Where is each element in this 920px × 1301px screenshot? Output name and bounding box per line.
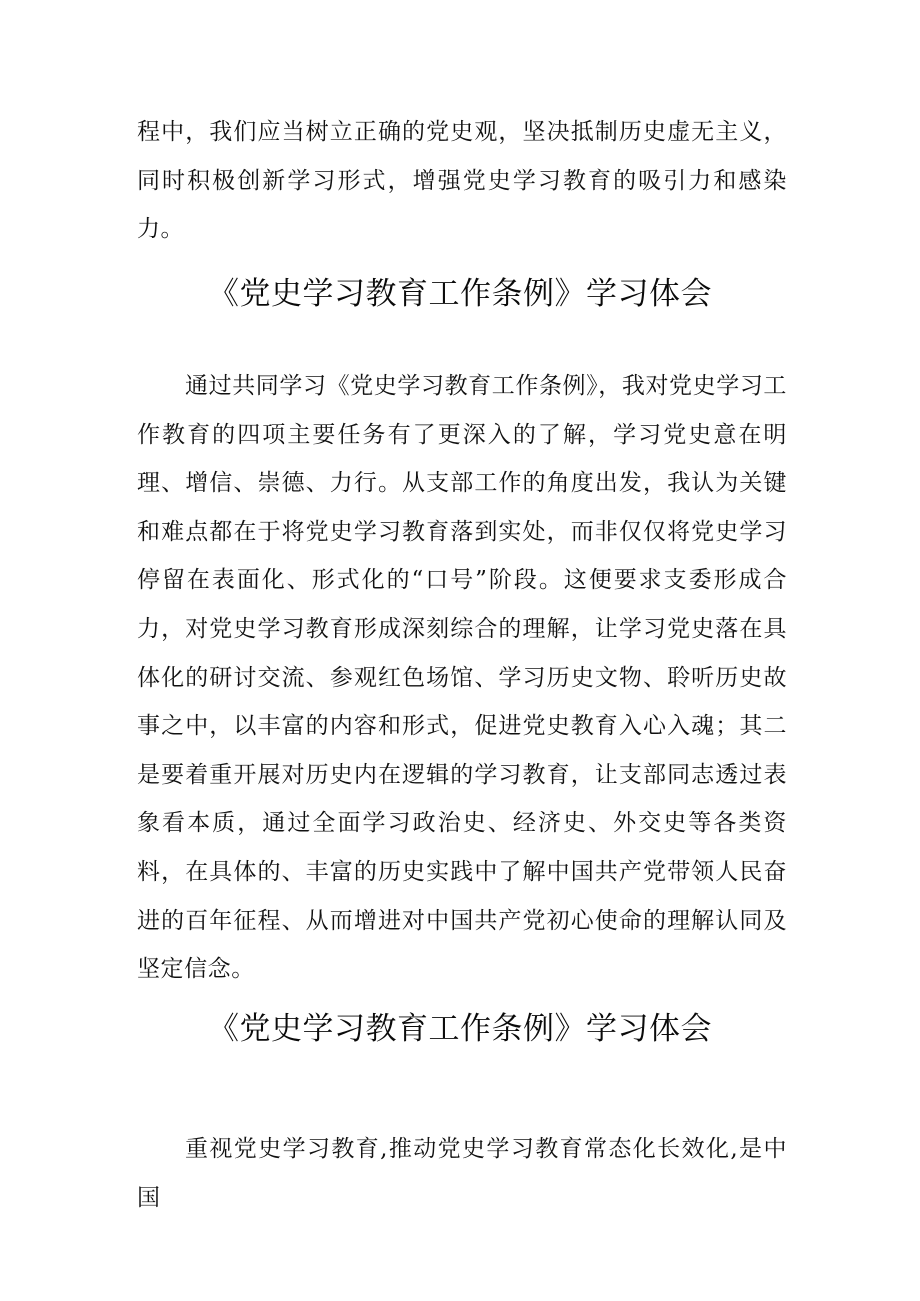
continuation-paragraph: 程中，我们应当树立正确的党史观，坚决抵制历史虚无主义，同时积极创新学习形式，增强党史学习教育的吸引力和感染力。 — [137, 119, 787, 243]
section-title-2: 《党史学习教育工作条例》学习体会 — [208, 1011, 712, 1047]
section-title-1: 《党史学习教育工作条例》学习体会 — [208, 276, 712, 312]
section-body-2: 重视党史学习教育,推动党史学习教育常态化长效化,是中国 — [137, 1136, 787, 1211]
section-body-1: 通过共同学习《党史学习教育工作条例》，我对党史学习工作教育的四项主要任务有了更深入的了解，学习党史意在明理、增信、崇德、力行。从支部工作的角度出发，我认为关键和难点都在于将党史学习教育落到实处，而非仅仅将党史学习停留在表面化、形式化的“口号”阶段。这便要求支委形成合力，对党史学习教育形成深刻综合的理解，让学习党史落在具体化的研讨交流、参观红色场馆、学习历史文物、聆听历史故事之中，以丰富的内容和形式，促进党史教育入心入魂；其二是要着重开展对历史内在逻辑的学习教育，让支部同志透过表象看本质，通过全面学习政治史、经济史、外交史等各类资料，在具体的、丰富的历史实践中了解中国共产党带领人民奋进的百年征程、从而增进对中国共产党初心使命的理解认同及坚定信念。 — [137, 373, 787, 983]
